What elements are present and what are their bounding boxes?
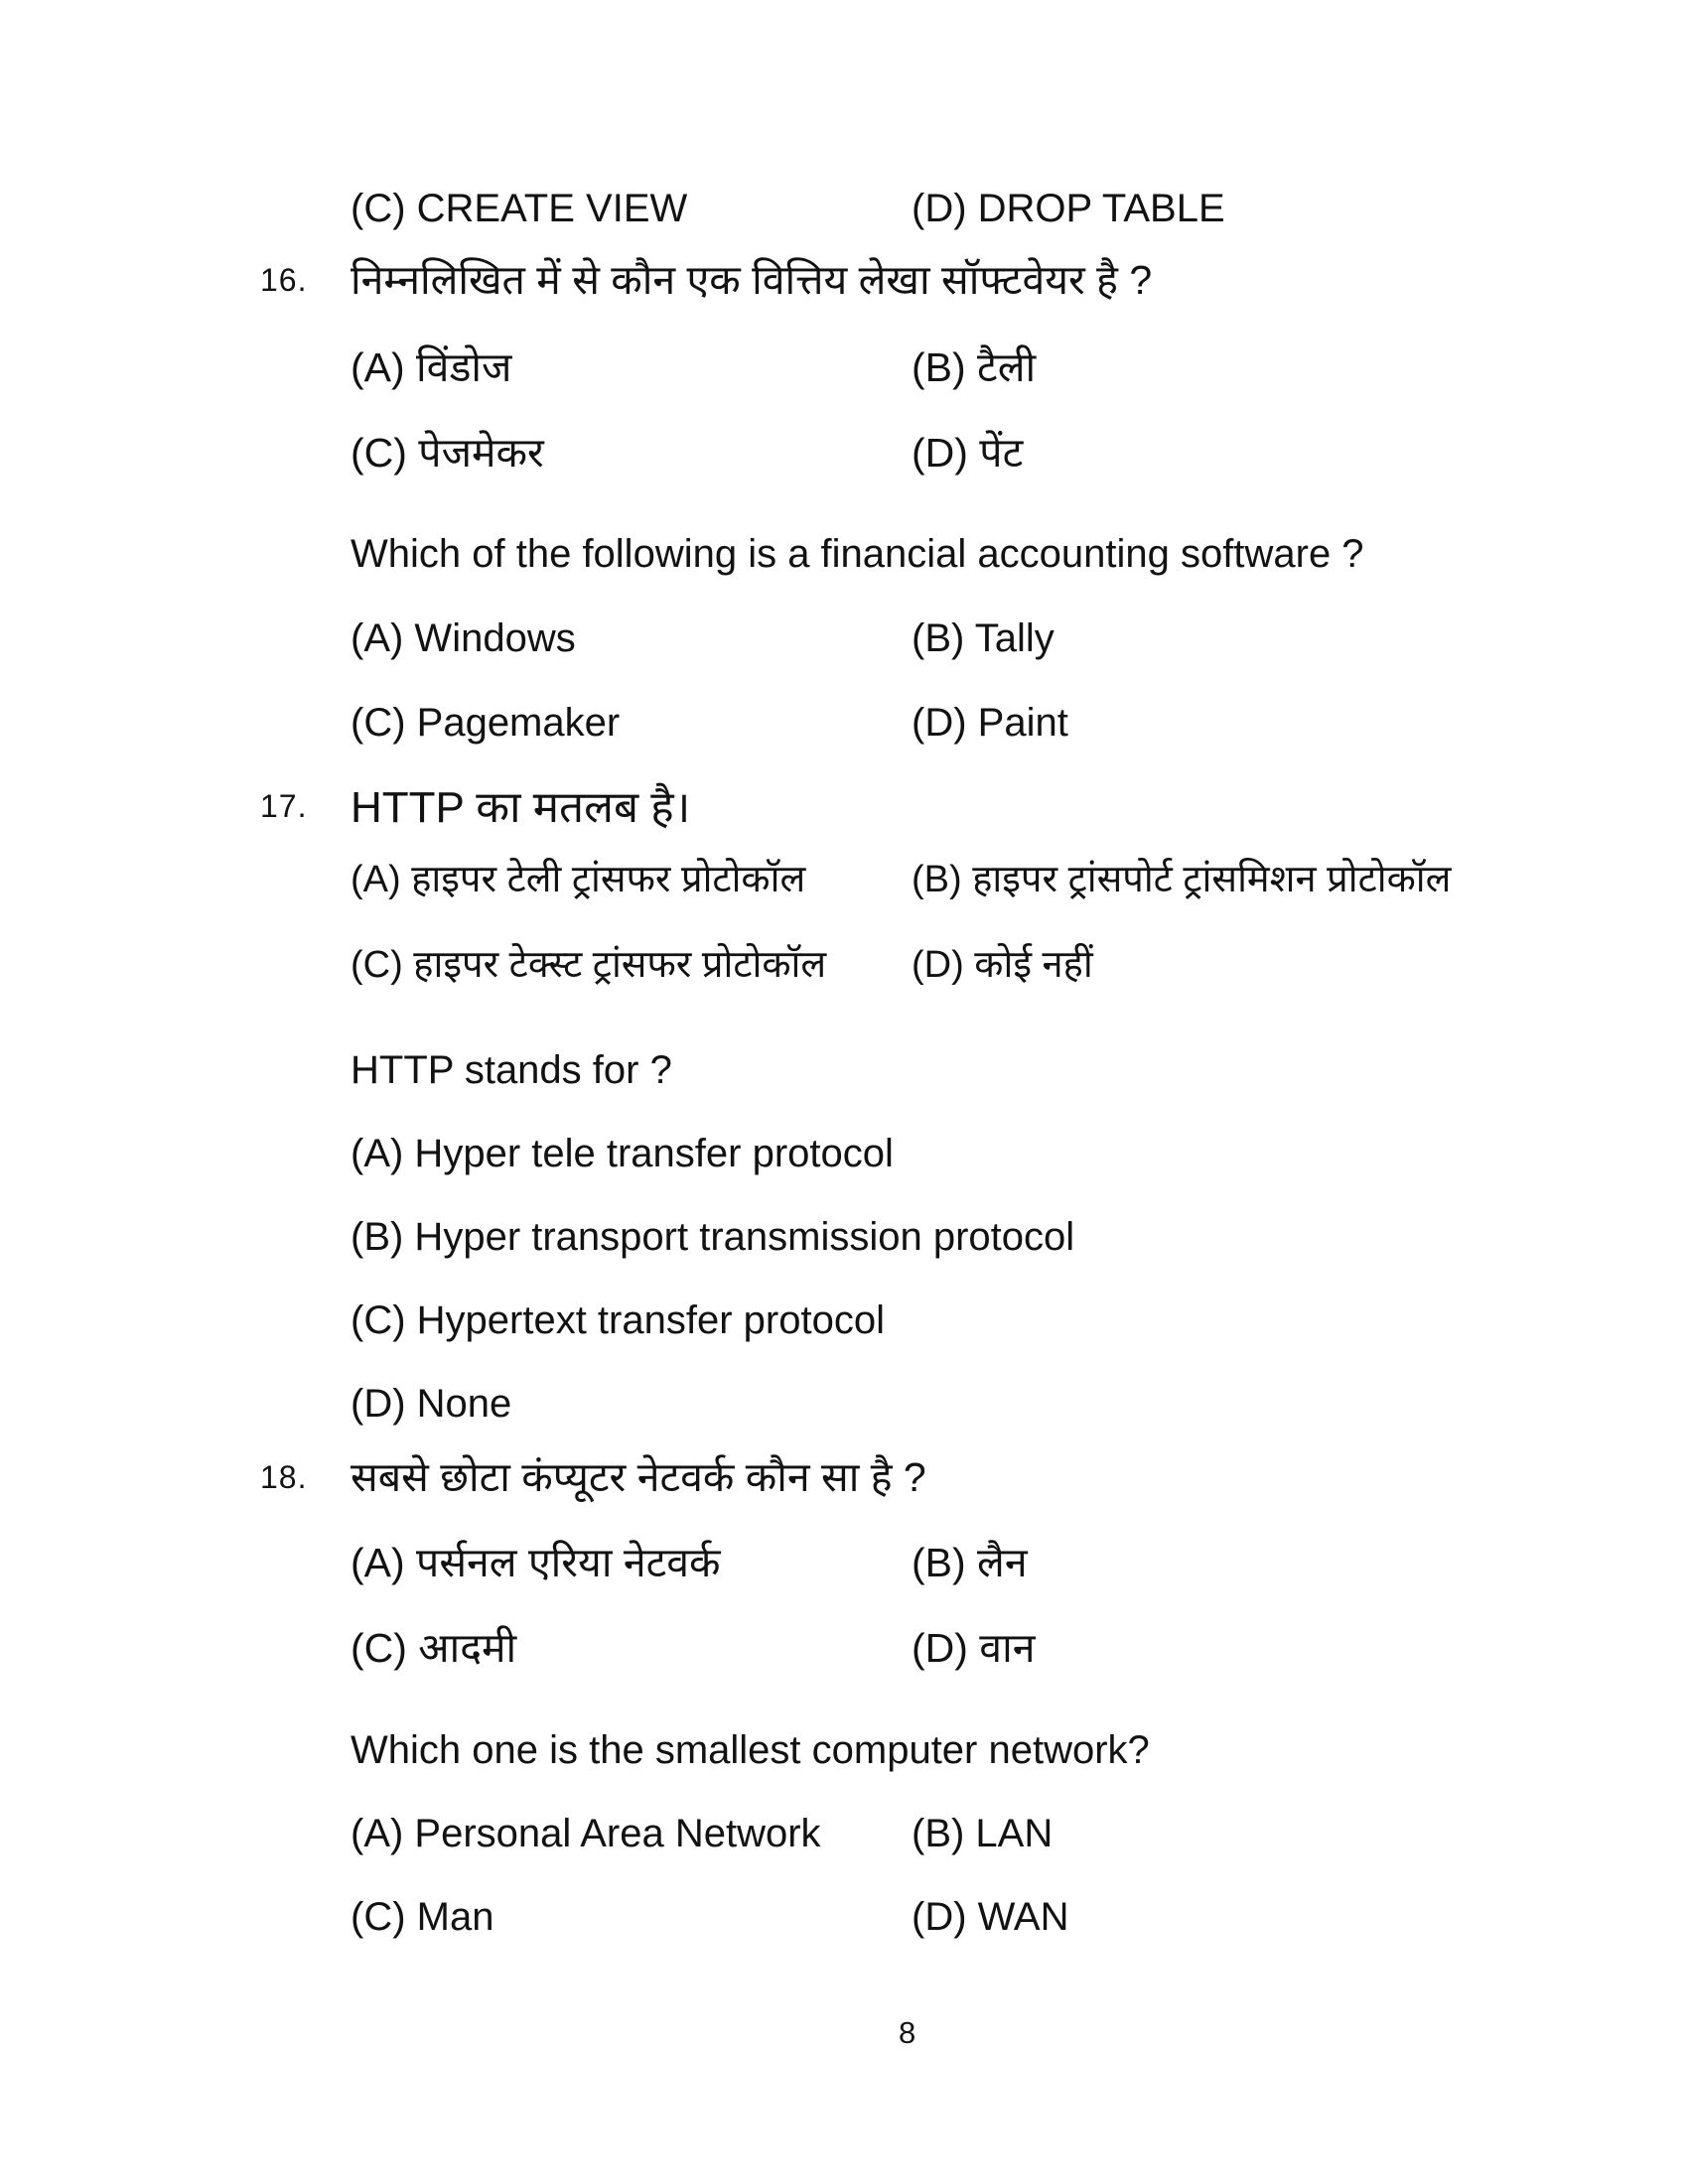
question-18-text-hindi: सबसे छोटा कंप्यूटर नेटवर्क कौन सा है ? xyxy=(351,1454,926,1500)
question-18-option-d-english: (D) WAN xyxy=(912,1895,1069,1939)
question-18-english-row xyxy=(0,1726,1688,1790)
question-18-option-a-hindi: (A) पर्सनल एरिया नेटवर्क xyxy=(351,1540,721,1585)
question-16-english-options-ab-row xyxy=(0,614,1688,678)
question-17-hindi-options-cd-row xyxy=(0,943,1688,1007)
question-18-english-options-ab-row xyxy=(0,1810,1688,1873)
question-17-text-english: HTTP stands for ? xyxy=(351,1048,672,1092)
question-16-option-c-english: (C) Pagemaker xyxy=(351,701,621,745)
question-17-option-b-hindi: (B) हाइपर ट्रांसपोर्ट ट्रांसमिशन प्रोटोकॉल xyxy=(912,859,1452,900)
question-18-english-options-cd-row xyxy=(0,1893,1688,1957)
question-16-text-english: Which of the following is a financial accounting software ? xyxy=(351,532,1364,576)
question-18-number: 18. xyxy=(260,1459,308,1495)
question-17-english-option-d-row xyxy=(0,1380,1688,1443)
question-18-option-c-hindi: (C) आदमी xyxy=(351,1625,517,1671)
question-18-option-c-english: (C) Man xyxy=(351,1895,494,1939)
page-number: 8 xyxy=(899,2015,916,2050)
question-17-option-a-hindi: (A) हाइपर टेली ट्रांसफर प्रोटोकॉल xyxy=(351,859,806,900)
question-18-option-a-english: (A) Personal Area Network xyxy=(351,1812,821,1855)
question-18-option-b-hindi: (B) लैन xyxy=(912,1540,1028,1585)
question-17-option-b-english: (B) Hyper transport transmission protocol xyxy=(351,1215,1075,1259)
question-16-option-a-english: (A) Windows xyxy=(351,616,576,660)
question-17-english-option-a-row xyxy=(0,1130,1688,1193)
question-17-option-a-english: (A) Hyper tele transfer protocol xyxy=(351,1132,894,1175)
question-17-option-c-hindi: (C) हाइपर टेक्स्ट ट्रांसफर प्रोटोकॉल xyxy=(351,944,827,986)
question-17-option-d-english: (D) None xyxy=(351,1382,512,1426)
question-16-option-b-hindi: (B) टैली xyxy=(912,344,1037,390)
question-17-english-option-c-row xyxy=(0,1297,1688,1360)
question-16-english-options-cd-row xyxy=(0,699,1688,762)
question-18-hindi-options-cd-row xyxy=(0,1624,1688,1688)
question-18-hindi-options-ab-row xyxy=(0,1539,1688,1602)
question-16-number: 16. xyxy=(260,262,308,298)
question-18-text-english: Which one is the smallest computer network? xyxy=(351,1728,1150,1772)
question-17-hindi-row xyxy=(0,782,1688,846)
question-16-hindi-options-cd-row xyxy=(0,429,1688,492)
question-16-hindi-row xyxy=(0,256,1688,320)
question-16-option-c-hindi: (C) पेजमेकर xyxy=(351,430,544,476)
carryover-option-d: (D) DROP TABLE xyxy=(912,187,1225,230)
question-17-number: 17. xyxy=(260,788,308,824)
question-16-option-b-english: (B) Tally xyxy=(912,616,1055,660)
question-16-hindi-options-ab-row xyxy=(0,343,1688,407)
question-16-option-d-english: (D) Paint xyxy=(912,701,1068,745)
question-17-option-c-english: (C) Hypertext transfer protocol xyxy=(351,1298,885,1342)
question-17-option-d-hindi: (D) कोई नहीं xyxy=(912,944,1093,986)
question-17-text-hindi: HTTP का मतलब है। xyxy=(351,783,691,832)
question-17-hindi-options-ab-row xyxy=(0,858,1688,921)
carryover-options-row xyxy=(0,185,1688,248)
question-17-english-option-b-row xyxy=(0,1213,1688,1277)
question-16-english-row xyxy=(0,530,1688,594)
question-17-english-row xyxy=(0,1046,1688,1110)
question-16-option-d-hindi: (D) पेंट xyxy=(912,430,1024,476)
carryover-option-c: (C) CREATE VIEW xyxy=(351,187,688,230)
question-18-hindi-row xyxy=(0,1453,1688,1517)
question-16-text-hindi: निम्नलिखित में से कौन एक वित्तिय लेखा सॉफ्टवेयर है ? xyxy=(351,257,1153,303)
question-18-option-d-hindi: (D) वान xyxy=(912,1625,1036,1671)
question-18-option-b-english: (B) LAN xyxy=(912,1812,1054,1855)
question-16-option-a-hindi: (A) विंडोज xyxy=(351,344,512,390)
